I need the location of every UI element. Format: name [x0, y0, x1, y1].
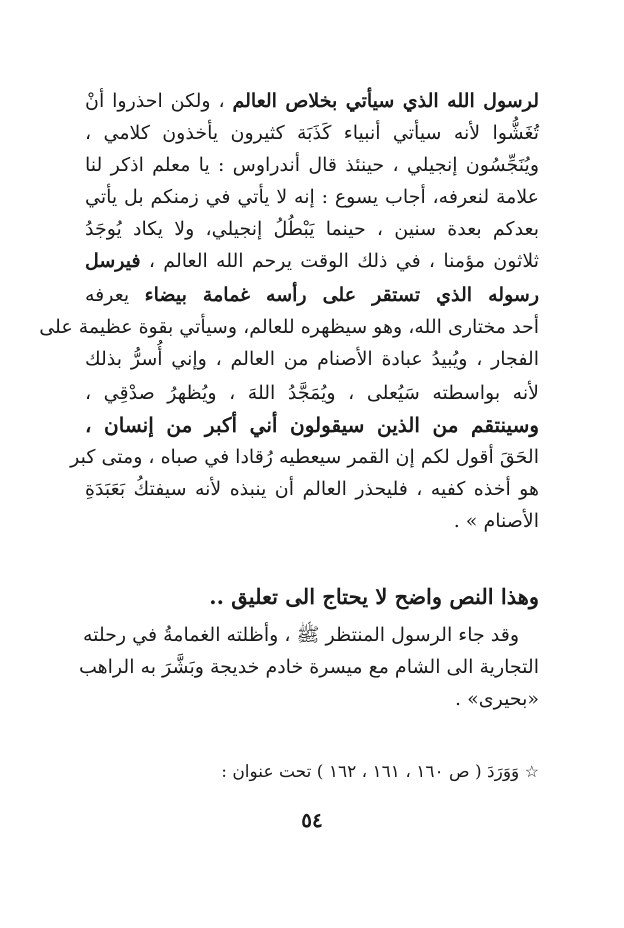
text-line [85, 86, 539, 116]
page-number: ٥٤ [301, 808, 323, 832]
text-line: أحد مختارى الله، وهو سيظهره للعالم، وسيأتي بقوة عظيمة على [39, 316, 539, 338]
text-line: «بحيرى» . [455, 688, 539, 710]
footnote [85, 758, 539, 786]
text-line [85, 280, 539, 310]
footnote-text: وَوَرَدَ ( ص ١٦٠ ، ١٦١ ، ١٦٢ ) تحت عنوان : [221, 762, 520, 782]
text-line: ويُنَجِّسُون إنجيلي ، حينئذ قال أندراوس : يا معلم اذكر لنا [85, 154, 539, 176]
bold-text: لرسول الله الذي سيأتي بخلاص العالم [232, 90, 539, 112]
text-line: الحَقَ أقول لكم إن القمر سيعطيه رُقادا في صباه ، ومتى كبر [70, 446, 539, 468]
text-span: ثلاثون مؤمنا ، في ذلك الوقت يرحم الله العالم ، [148, 250, 539, 272]
text-line: الأصنام » . [453, 510, 539, 532]
text-line: الفجار ، ويُبيدُ عبادة الأصنام من العالم ، وإني أُسرُّ بذلك [85, 348, 539, 370]
text-span: يعرفه [85, 284, 130, 306]
text-line: علامة لنعرفه، أجاب يسوع : إنه لا يأتي في زمنكم بل يأتي [85, 186, 539, 208]
text-line [85, 246, 539, 276]
section-heading: وهذا النص واضح لا يحتاج الى تعليق .. [209, 584, 539, 609]
text-line: هو أخذه كفيه ، فليحذر العالم أن ينبذه لأنه سيفتكُ بَعَبَدَةِ [85, 478, 539, 500]
text-line: لأنه بواسطته سَيُعلى ، ويُمَجَّدُ اللهَ ، ويُظهرُ صدْقِي ، [85, 382, 539, 404]
text-line: التجارية الى الشام مع ميسرة خادم خديجة وبَشَّرَ به الراهب [78, 656, 539, 678]
star-icon: ☆ [524, 762, 539, 781]
text-line: تُغَشُّوا لأنه سيأتي أنبياء كَذَبَة كثيرون يأخذون كلامي ، [85, 122, 539, 144]
bold-text-line: وسينتقم من الذين سيقولون أني أكبر من إنسان ، [85, 413, 539, 437]
text-line: وقد جاء الرسول المنتظر ﷺ ، وأظلته الغمامةُ في رحلته [82, 624, 519, 646]
text-span: ، ولكن احذروا أنْ [85, 90, 225, 112]
bold-text: فيرسل [85, 250, 141, 272]
text-line: بعدكم بعدة سنين ، حينما يَبْطُلُ إنجيلي، ولا يكاد يُوجَدُ [85, 218, 539, 240]
bold-text: رسوله الذي تستقر على رأسه غمامة بيضاء [144, 284, 539, 306]
